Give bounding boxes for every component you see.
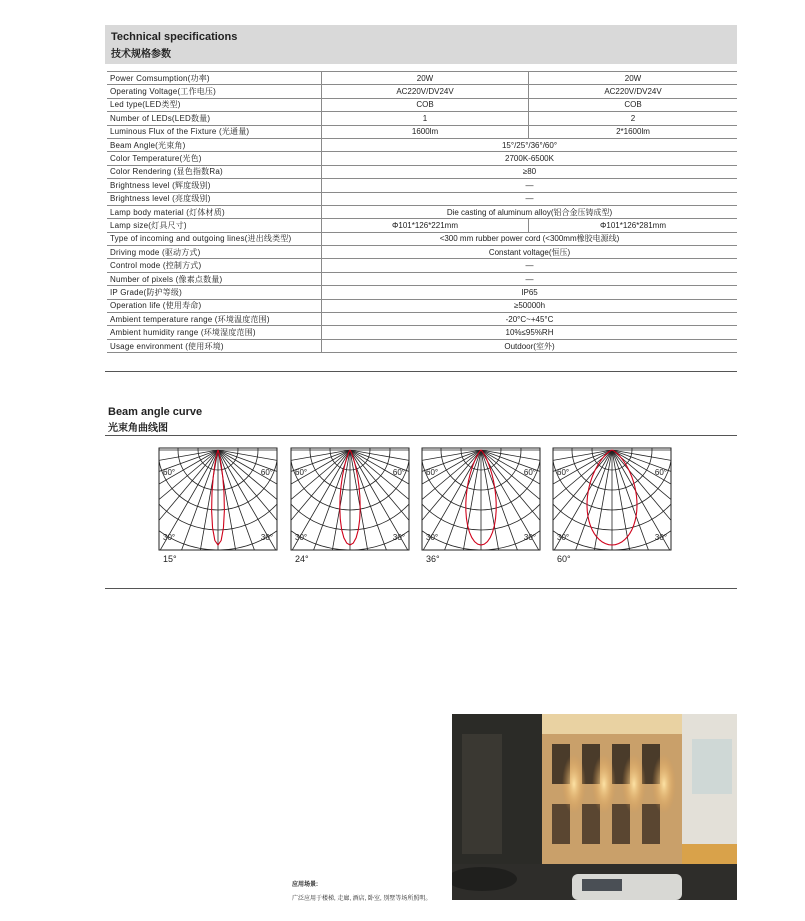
spec-table — [107, 71, 737, 353]
spec-row — [107, 192, 737, 205]
spec-label: Color Temperature(光色) — [107, 152, 322, 165]
spec-label: Beam Angle(光束角) — [107, 138, 322, 151]
spec-label: Power Comsumption(功率) — [107, 72, 322, 85]
spec-label: Operation life (使用寿命) — [107, 299, 322, 312]
spec-value-model-1: 1 — [322, 112, 529, 125]
spec-value-model-2: AC220V/DV24V — [529, 85, 738, 98]
spec-row — [107, 232, 737, 245]
spec-title-en: Technical specifications — [111, 31, 238, 43]
spec-row — [107, 272, 737, 285]
spec-value-model-1: Φ101*126*221mm — [322, 219, 529, 232]
spec-label: Operating Voltage(工作电压) — [107, 85, 322, 98]
spec-label: Ambient humidity range (环境湿度范围) — [107, 326, 322, 339]
spec-row — [107, 85, 737, 98]
beam-angle-label: 36° — [426, 554, 440, 564]
spec-row — [107, 179, 737, 192]
spec-value-model-2: Φ101*126*281mm — [529, 219, 738, 232]
grid-angle-label: 30° — [557, 533, 570, 542]
spec-row — [107, 259, 737, 272]
spec-label: Luminous Flux of the Fixture (光通量) — [107, 125, 322, 138]
spec-row — [107, 152, 737, 165]
spec-label: Lamp body material (灯体材质) — [107, 205, 322, 218]
spec-value: ≥80 — [322, 165, 738, 178]
beam-angle-label: 15° — [163, 554, 177, 564]
spec-value-model-1: 20W — [322, 72, 529, 85]
spec-header-band — [105, 25, 737, 64]
grid-angle-label: 60° — [163, 468, 176, 477]
grid-angle-label: 30° — [163, 533, 176, 542]
spec-label: Usage environment (使用环境) — [107, 339, 322, 352]
beam-diagram — [421, 447, 541, 551]
grid-angle-label: 60° — [523, 468, 536, 477]
spec-value: — — [322, 259, 738, 272]
spec-label: Color Rendering (显色指数Ra) — [107, 165, 322, 178]
grid-angle-label: 60° — [392, 468, 405, 477]
spec-label: Driving mode (驱动方式) — [107, 246, 322, 259]
grid-angle-label: 30° — [295, 533, 308, 542]
spec-value-model-2: 2*1600lm — [529, 125, 738, 138]
spec-row — [107, 112, 737, 125]
spec-row — [107, 72, 737, 85]
grid-angle-label: 30° — [426, 533, 439, 542]
grid-angle-label: 60° — [654, 468, 667, 477]
spec-row — [107, 339, 737, 352]
beam-title-en: Beam angle curve — [108, 406, 203, 418]
grid-angle-label: 60° — [557, 468, 570, 477]
spec-row — [107, 165, 737, 178]
spec-row — [107, 246, 737, 259]
spec-value: Constant voltage(恒压) — [322, 246, 738, 259]
beam-diagram — [290, 447, 410, 551]
spec-row — [107, 313, 737, 326]
spec-row — [107, 299, 737, 312]
spec-label: Ambient temperature range (环境温度范围) — [107, 313, 322, 326]
beam-top-rule — [105, 435, 737, 436]
beam-angle-label: 24° — [295, 554, 309, 564]
spec-label: Number of pixels (像素点数量) — [107, 272, 322, 285]
spec-label: IP Grade(防护等级) — [107, 286, 322, 299]
spec-value-model-1: 1600lm — [322, 125, 529, 138]
application-photo — [452, 714, 737, 900]
spec-value: ≥50000h — [322, 299, 738, 312]
grid-angle-label: 60° — [426, 468, 439, 477]
spec-value-model-1: AC220V/DV24V — [322, 85, 529, 98]
spec-value: — — [322, 272, 738, 285]
spec-bottom-rule — [105, 371, 737, 372]
spec-row — [107, 138, 737, 151]
spec-value: 2700K-6500K — [322, 152, 738, 165]
spec-value: -20°C~+45°C — [322, 313, 738, 326]
spec-value: — — [322, 179, 738, 192]
spec-label: Lamp size(灯具尺寸) — [107, 219, 322, 232]
spec-value: — — [322, 192, 738, 205]
application-caption-title: 应用场景: — [292, 882, 318, 888]
grid-angle-label: 60° — [260, 468, 273, 477]
spec-label: Led type(LED类型) — [107, 98, 322, 111]
spec-value-model-2: COB — [529, 98, 738, 111]
application-caption-text: 广泛应用于楼梯, 走廊, 酒店, 卧室, 别墅等场所照明。 — [292, 896, 432, 902]
spec-label: Number of LEDs(LED数量) — [107, 112, 322, 125]
beam-diagram — [158, 447, 278, 551]
spec-label: Brightness level (辉度级别) — [107, 179, 322, 192]
spec-row — [107, 125, 737, 138]
grid-angle-label: 60° — [295, 468, 308, 477]
spec-row — [107, 219, 737, 232]
spec-value: <300 mm rubber power cord (<300mm橡胶电源线) — [322, 232, 738, 245]
spec-title-cn: 技术规格参数 — [111, 49, 171, 60]
spec-value-model-2: 2 — [529, 112, 738, 125]
beam-title-cn: 光束角曲线图 — [108, 423, 168, 434]
spec-value: Die casting of aluminum alloy(铝合金压铸成型) — [322, 205, 738, 218]
spec-row — [107, 205, 737, 218]
spec-value: IP65 — [322, 286, 738, 299]
beam-bottom-rule — [105, 588, 737, 589]
spec-row — [107, 326, 737, 339]
spec-label: Brightness level (亮度级别) — [107, 192, 322, 205]
grid-angle-label: 30° — [523, 533, 536, 542]
spec-row — [107, 286, 737, 299]
spec-value: Outdoor(室外) — [322, 339, 738, 352]
spec-value-model-2: 20W — [529, 72, 738, 85]
grid-angle-label: 30° — [260, 533, 273, 542]
spec-value-model-1: COB — [322, 98, 529, 111]
spec-label: Type of incoming and outgoing lines(进出线类型) — [107, 232, 322, 245]
beam-angle-label: 60° — [557, 554, 571, 564]
spec-label: Control mode (控制方式) — [107, 259, 322, 272]
spec-value: 15°/25°/36°/60° — [322, 138, 738, 151]
grid-angle-label: 30° — [392, 533, 405, 542]
beam-diagram — [552, 447, 672, 551]
spec-value: 10%≤95%RH — [322, 326, 738, 339]
grid-angle-label: 30° — [654, 533, 667, 542]
spec-row — [107, 98, 737, 111]
